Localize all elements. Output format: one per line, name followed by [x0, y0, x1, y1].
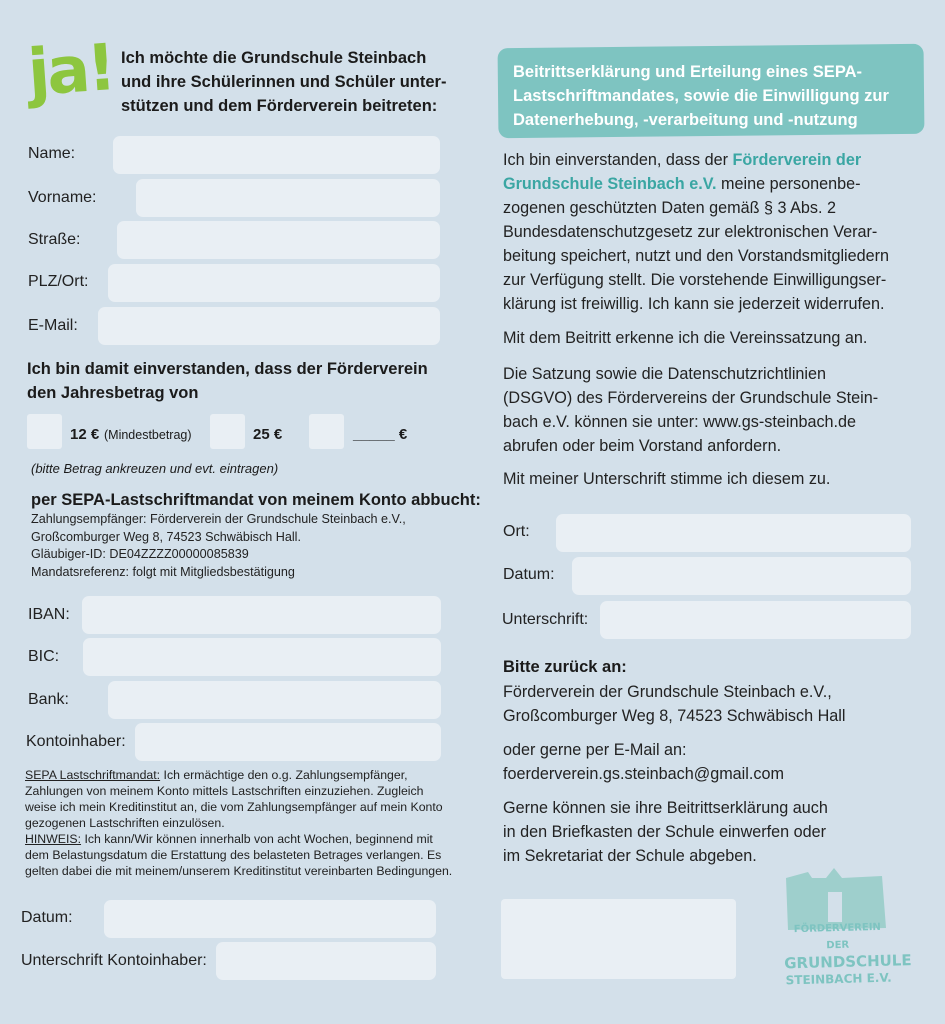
ort-label: Ort:: [503, 523, 530, 540]
mandate-text-line: Zahlungen von meinem Konto mittels Lastschriften einzuziehen. Zugleich: [25, 784, 424, 798]
dsgvo-line: abrufen oder beim Vorstand anfordern.: [503, 437, 782, 455]
consent-paragraph-text: Ich bin einverstanden, dass der: [503, 151, 733, 169]
banner-line: Lastschriftmandates, sowie die Einwilligung zur: [513, 87, 889, 105]
email-contact-line: oder gerne per E-Mail an:: [503, 741, 687, 759]
logo-line: FÖRDERVEREIN DER: [793, 921, 881, 952]
org-name-highlight: Grundschule Steinbach e.V.: [503, 175, 717, 193]
consent-heading: [27, 357, 428, 405]
right-datum-label: Datum:: [503, 566, 555, 583]
dsgvo-line: bach e.V. können sie unter: www.gs-steinbach.de: [503, 413, 857, 431]
unterschrift-input[interactable]: [600, 601, 911, 639]
amount-custom-label: _____ €: [353, 426, 408, 443]
strasse-label: Straße:: [28, 231, 81, 248]
consent-paragraph-line: zogenen geschützten Daten gemäß § 3 Abs. 2: [503, 199, 836, 217]
intro-line: und ihre Schülerinnen und Schüler unter-: [121, 73, 447, 91]
sepa-info-line: Mandatsreferenz: folgt mit Mitgliedsbestätigung: [31, 564, 295, 579]
amount-25-checkbox[interactable]: [210, 414, 245, 449]
left-datum-input[interactable]: [104, 900, 436, 938]
sepa-info-line: Zahlungsempfänger: Förderverein der Grundschule Steinbach e.V.,: [31, 512, 406, 526]
plz-ort-input[interactable]: [108, 264, 440, 302]
iban-input[interactable]: [82, 596, 441, 634]
kontoinhaber-signature-input[interactable]: [216, 942, 436, 980]
logo-line: GRUNDSCHULE: [783, 951, 912, 973]
dsgvo-line: (DSGVO) des Fördervereins der Grundschule Stein-: [503, 389, 879, 407]
consent-line: Ich bin damit einverstanden, dass der Förderverein: [27, 360, 428, 378]
amount-custom-checkbox[interactable]: [309, 414, 344, 449]
consent-paragraph-line: klärung ist freiwillig. Ich kann sie jederzeit widerrufen.: [503, 295, 885, 313]
intro-line: stützen und dem Förderverein beitreten:: [121, 97, 438, 115]
mandate-label: SEPA Lastschriftmandat:: [25, 768, 161, 782]
consent-paragraph-line: beitung speichert, nutzt und den Vorstandsmitgliedern: [503, 247, 890, 265]
stamp-box[interactable]: [501, 899, 736, 979]
consent-line: den Jahresbetrag von: [27, 384, 199, 402]
amount-25-label: 25 €: [253, 426, 283, 443]
hinweis-text-line: Ich kann/Wir können innerhalb von acht Wochen, beginnend mit: [81, 832, 433, 846]
kontoinhaber-input[interactable]: [135, 723, 441, 761]
intro-line: Ich möchte die Grundschule Steinbach: [121, 49, 427, 67]
bank-label: Bank:: [28, 691, 69, 708]
kontoinhaber-signature-label: Unterschrift Kontoinhaber:: [21, 952, 207, 969]
mandate-text-line: gezogenen Lastschriften einzulösen.: [25, 816, 225, 830]
dsgvo-paragraph: [503, 362, 878, 458]
dropoff-info: [503, 796, 828, 868]
vorname-label: Vorname:: [28, 189, 97, 206]
left-datum-label: Datum:: [21, 909, 73, 926]
amount-12-label: 12 €: [70, 426, 100, 443]
consent-paragraph-line: Bundesdatenschutzgesetz zur elektronischen Verar-: [503, 223, 878, 241]
return-heading: Bitte zurück an:: [503, 658, 627, 676]
sepa-info-line: Großcomburger Weg 8, 74523 Schwäbisch Hall.: [31, 529, 301, 544]
amount-12-note: (Mindestbetrag): [104, 428, 192, 442]
vorname-input[interactable]: [136, 179, 440, 217]
mandate-text: [25, 767, 452, 879]
foerderverein-logo: [782, 868, 912, 988]
name-label: Name:: [28, 145, 76, 162]
consent-paragraph-line: zur Verfügung stellt. Die vorstehende Einwilligungser-: [503, 271, 887, 289]
dsgvo-line: Die Satzung sowie die Datenschutzrichtlinien: [503, 365, 827, 383]
consent-paragraph: [503, 148, 889, 316]
name-input[interactable]: [113, 136, 440, 174]
return-address-line: Förderverein der Grundschule Steinbach e.V.,: [503, 683, 832, 701]
satzung-paragraph: Mit dem Beitritt erkenne ich die Vereinssatzung an.: [503, 329, 868, 347]
dropoff-line: Gerne können sie ihre Beitrittserklärung auch: [503, 799, 828, 817]
strasse-input[interactable]: [117, 221, 440, 259]
right-datum-input[interactable]: [572, 557, 911, 595]
plz-ort-label: PLZ/Ort:: [28, 273, 89, 290]
bank-input[interactable]: [108, 681, 441, 719]
logo-line: STEINBACH E.V.: [785, 970, 892, 988]
amount-12-checkbox[interactable]: [27, 414, 62, 449]
ja-logo: ja!: [25, 31, 116, 111]
consent-paragraph-text: meine personenbe-: [716, 175, 861, 193]
dropoff-line: im Sekretariat der Schule abgeben.: [503, 847, 757, 865]
mandate-text-line: weise ich mein Kreditinstitut an, die vom Zahlungsempfänger auf mein Konto: [25, 800, 443, 814]
sepa-heading: per SEPA-Lastschriftmandat von meinem Konto abbucht:: [31, 491, 481, 509]
banner-line: Beitrittserklärung und Erteilung eines SEPA-: [513, 63, 863, 81]
signature-consent-text: Mit meiner Unterschrift stimme ich diesem zu.: [503, 470, 831, 488]
hinweis-label: HINWEIS:: [25, 832, 82, 846]
sepa-info-line: Gläubiger-ID: DE04ZZZZ00000085839: [31, 547, 249, 561]
banner-text: [513, 60, 889, 132]
iban-label: IBAN:: [28, 606, 70, 623]
email-label: E-Mail:: [28, 317, 78, 334]
ort-input[interactable]: [556, 514, 911, 552]
hinweis-text-line: gelten dabei die mit meinem/unserem Kreditinstitut vereinbarten Bedingungen.: [25, 864, 453, 878]
email-contact: [503, 738, 784, 786]
return-address-line: Großcomburger Weg 8, 74523 Schwäbisch Hall: [503, 707, 846, 725]
intro-heading: [121, 46, 446, 118]
org-name-highlight: Förderverein der: [732, 151, 862, 169]
mandate-text-line: Ich ermächtige den o.g. Zahlungsempfänger,: [160, 768, 408, 782]
amount-hint: (bitte Betrag ankreuzen und evt. eintragen): [31, 461, 279, 476]
kontoinhaber-label: Kontoinhaber:: [26, 733, 126, 750]
dropoff-line: in den Briefkasten der Schule einwerfen oder: [503, 823, 827, 841]
email-input[interactable]: [98, 307, 440, 345]
banner-line: Datenerhebung, -verarbeitung und -nutzung: [513, 111, 858, 129]
hinweis-text-line: dem Belastungsdatum die Erstattung des belasteten Betrages verlangen. Es: [25, 848, 442, 862]
bic-input[interactable]: [83, 638, 441, 676]
sepa-info: [31, 511, 406, 581]
return-address: [503, 680, 846, 728]
email-address: foerderverein.gs.steinbach@gmail.com: [503, 765, 784, 783]
bic-label: BIC:: [28, 648, 60, 665]
unterschrift-label: Unterschrift:: [502, 611, 589, 628]
